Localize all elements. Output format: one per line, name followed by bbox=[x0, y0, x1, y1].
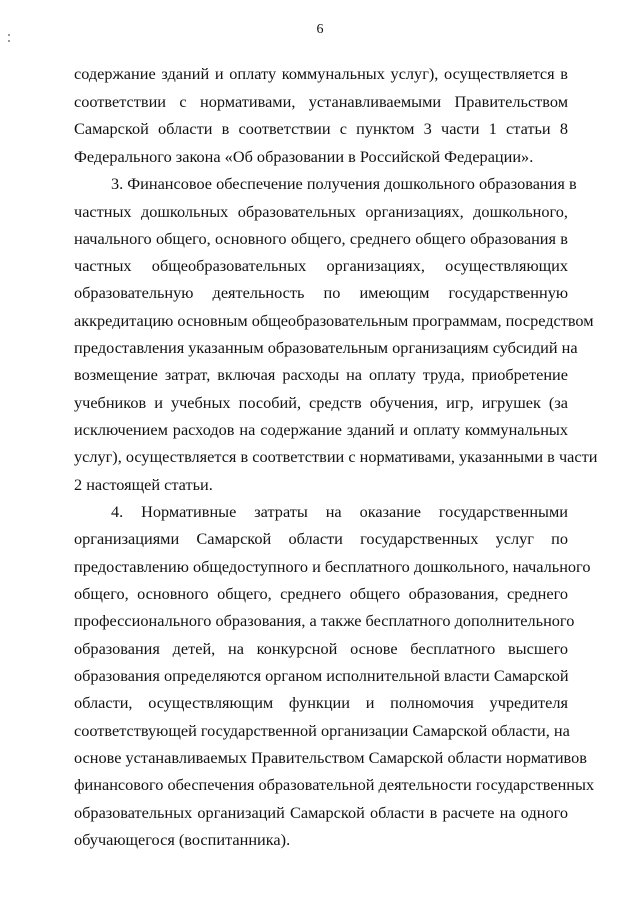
text-line: исключением расходов на содержание зданий и оплату коммунальных bbox=[74, 420, 568, 439]
text-line: образовательных организаций Самарской области в расчете на одного bbox=[74, 803, 568, 822]
text-line: профессионального образования, а также бесплатного дополнительного bbox=[74, 611, 575, 630]
text-line: услуг), осуществляется в соответствии с нормативами, указанными в части bbox=[74, 447, 598, 466]
paragraph-4-start: 4. Нормативные затраты на оказание государственными bbox=[111, 502, 568, 521]
text-line: частных общеобразовательных организациях, осуществляющих bbox=[74, 256, 568, 275]
page-number: 6 bbox=[316, 22, 324, 37]
text-line: предоставлению общедоступного и бесплатного дошкольного, начального bbox=[74, 557, 591, 576]
paragraph-3-start: 3. Финансовое обеспечение получения дошкольного образования в bbox=[111, 174, 577, 193]
margin-mark bbox=[8, 34, 10, 36]
text-line: организациями Самарской области государственных услуг по bbox=[74, 529, 568, 548]
text-line: основе устанавливаемых Правительством Самарской области нормативов bbox=[74, 748, 587, 767]
text-line: учебников и учебных пособий, средств обучения, игр, игрушек (за bbox=[74, 393, 568, 412]
text-line: обучающегося (воспитанника). bbox=[74, 830, 291, 849]
text-line: общего, основного общего, среднего общего образования, среднего bbox=[74, 584, 568, 603]
text-line: возмещение затрат, включая расходы на оплату труда, приобретение bbox=[74, 365, 568, 384]
text-line: образовательную деятельность по имеющим государственную bbox=[74, 283, 568, 302]
text-line: соответствии с нормативами, устанавливаемыми Правительством bbox=[74, 92, 568, 111]
text-line: частных дошкольных образовательных организациях, дошкольного, bbox=[74, 202, 568, 221]
text-line: образования определяются органом исполнительной власти Самарской bbox=[74, 666, 569, 685]
text-line: содержание зданий и оплату коммунальных услуг), осуществляется в bbox=[74, 64, 568, 83]
text-line: предоставления указанным образовательным организациям субсидий на bbox=[74, 338, 578, 357]
text-line: образования детей, на конкурсной основе бесплатного высшего bbox=[74, 639, 568, 658]
text-line: аккредитацию основным общеобразовательным программам, посредством bbox=[74, 311, 594, 330]
text-line: 2 настоящей статьи. bbox=[74, 475, 213, 494]
text-line: начального общего, основного общего, среднего общего образования в bbox=[74, 229, 568, 248]
margin-mark bbox=[8, 40, 10, 42]
text-line: области, осуществляющим функции и полномочия учредителя bbox=[74, 693, 568, 712]
text-line: Федерального закона «Об образовании в Российской Федерации». bbox=[74, 147, 534, 166]
text-line: финансового обеспечения образовательной деятельности государственных bbox=[74, 775, 595, 794]
text-line: соответствующей государственной организации Самарской области, на bbox=[74, 721, 570, 740]
text-line: Самарской области в соответствии с пунктом 3 части 1 статьи 8 bbox=[74, 119, 568, 138]
